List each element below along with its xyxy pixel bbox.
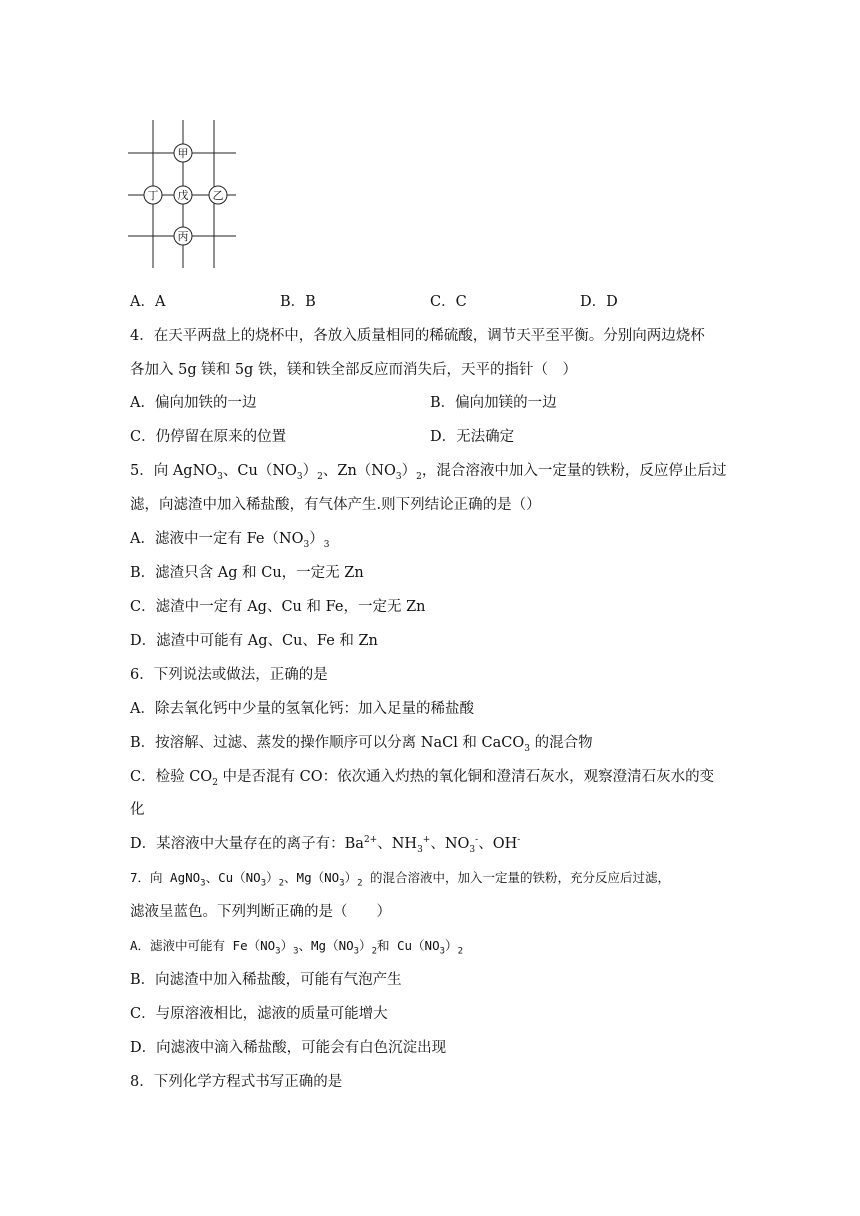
q7-option-c: C．与原溶液相比，滤液的质量可能增大 xyxy=(130,1006,388,1022)
node-label-bing: 丙 xyxy=(177,230,189,243)
q6-option-c: C．检验 $CO_2$ 中是否混有 CO：依次通入灼热的氧化铜和澄清石灰水，观察澄清石灰水的变 xyxy=(130,769,715,788)
q3-option-a: A．A xyxy=(130,294,166,310)
q7-stem-line-1: 7．向 AgNO$_3$、$Cu(NO_3)_2$、$Mg(NO_3)_2$ 的混合溶液中，加入一定量的铁粉，充分反应后过滤， xyxy=(130,870,671,889)
q4-option-a: A．偏向加铁的一边 xyxy=(130,395,257,411)
grid-diagram xyxy=(128,120,238,270)
q4-stem-line-1: 4．在天平两盘上的烧杯中，各放入质量相同的稀硫酸，调节天平至平衡。分别向两边烧杯 xyxy=(130,328,705,344)
node-label-ding: 丁 xyxy=(147,189,159,202)
q5-option-d: D．滤渣中可能有 Ag、Cu、Fe 和 Zn xyxy=(130,633,378,649)
q5-option-b: B．滤渣只含 Ag 和 Cu，一定无 Zn xyxy=(130,565,364,581)
q6-option-a: A．除去氧化钙中少量的氢氧化钙：加入足量的稀盐酸 xyxy=(130,701,474,717)
q8-stem: 8．下列化学方程式书写正确的是 xyxy=(130,1074,343,1090)
q3-option-b: B．B xyxy=(280,294,316,310)
q5-stem-line-2: 滤，向滤渣中加入稀盐酸，有气体产生.则下列结论正确的是（） xyxy=(130,497,541,513)
q6-option-c-line-2: 化 xyxy=(130,802,145,818)
q5-option-a: A．滤液中一定有 $Fe(NO_3)_3$ xyxy=(130,531,330,550)
q3-option-d: D．D xyxy=(580,294,618,310)
q4-stem-line-2: 各加入 5g 镁和 5g 铁，镁和铁全部反应而消失后，天平的指针（ ） xyxy=(130,362,577,378)
q6-option-d: D．某溶液中大量存在的离子有：$Ba^{2+}$、$NH_3^+$、$NO_3^-$、OH- xyxy=(130,835,521,855)
q3-option-c: C．C xyxy=(430,294,467,310)
q7-option-d: D．向滤液中滴入稀盐酸，可能会有白色沉淀出现 xyxy=(130,1040,447,1056)
q5-option-c: C．滤渣中一定有 Ag、Cu 和 Fe，一定无 Zn xyxy=(130,599,426,615)
q5-stem-line-1: 5．向 AgNO$_3$、$Cu(NO_3)_2$、$Zn(NO_3)_2$，混合溶液中加入一定量的铁粉，反应停止后过 xyxy=(130,463,727,482)
q7-option-a: A．滤液中可能有 $Fe(NO_3)_3$、$Mg(NO_3)_2$和 $Cu(NO_3)_2$ xyxy=(130,938,463,957)
q4-option-b: B．偏向加镁的一边 xyxy=(430,395,557,411)
q4-option-c: C．仍停留在原来的位置 xyxy=(130,429,287,445)
q4-option-d: D．无法确定 xyxy=(430,429,515,445)
q7-option-b: B．向滤渣中加入稀盐酸，可能有气泡产生 xyxy=(130,972,402,988)
node-label-yi: 乙 xyxy=(212,189,224,202)
q6-stem: 6．下列说法或做法，正确的是 xyxy=(130,667,328,683)
node-label-wu: 戊 xyxy=(177,189,189,202)
q7-stem-line-2: 滤液呈蓝色。下列判断正确的是（ ） xyxy=(130,904,391,920)
node-label-jia: 甲 xyxy=(177,147,189,160)
q6-option-b: B．按溶解、过滤、蒸发的操作顺序可以分离 NaCl 和 CaCO$_3$ 的混合物 xyxy=(130,735,593,754)
